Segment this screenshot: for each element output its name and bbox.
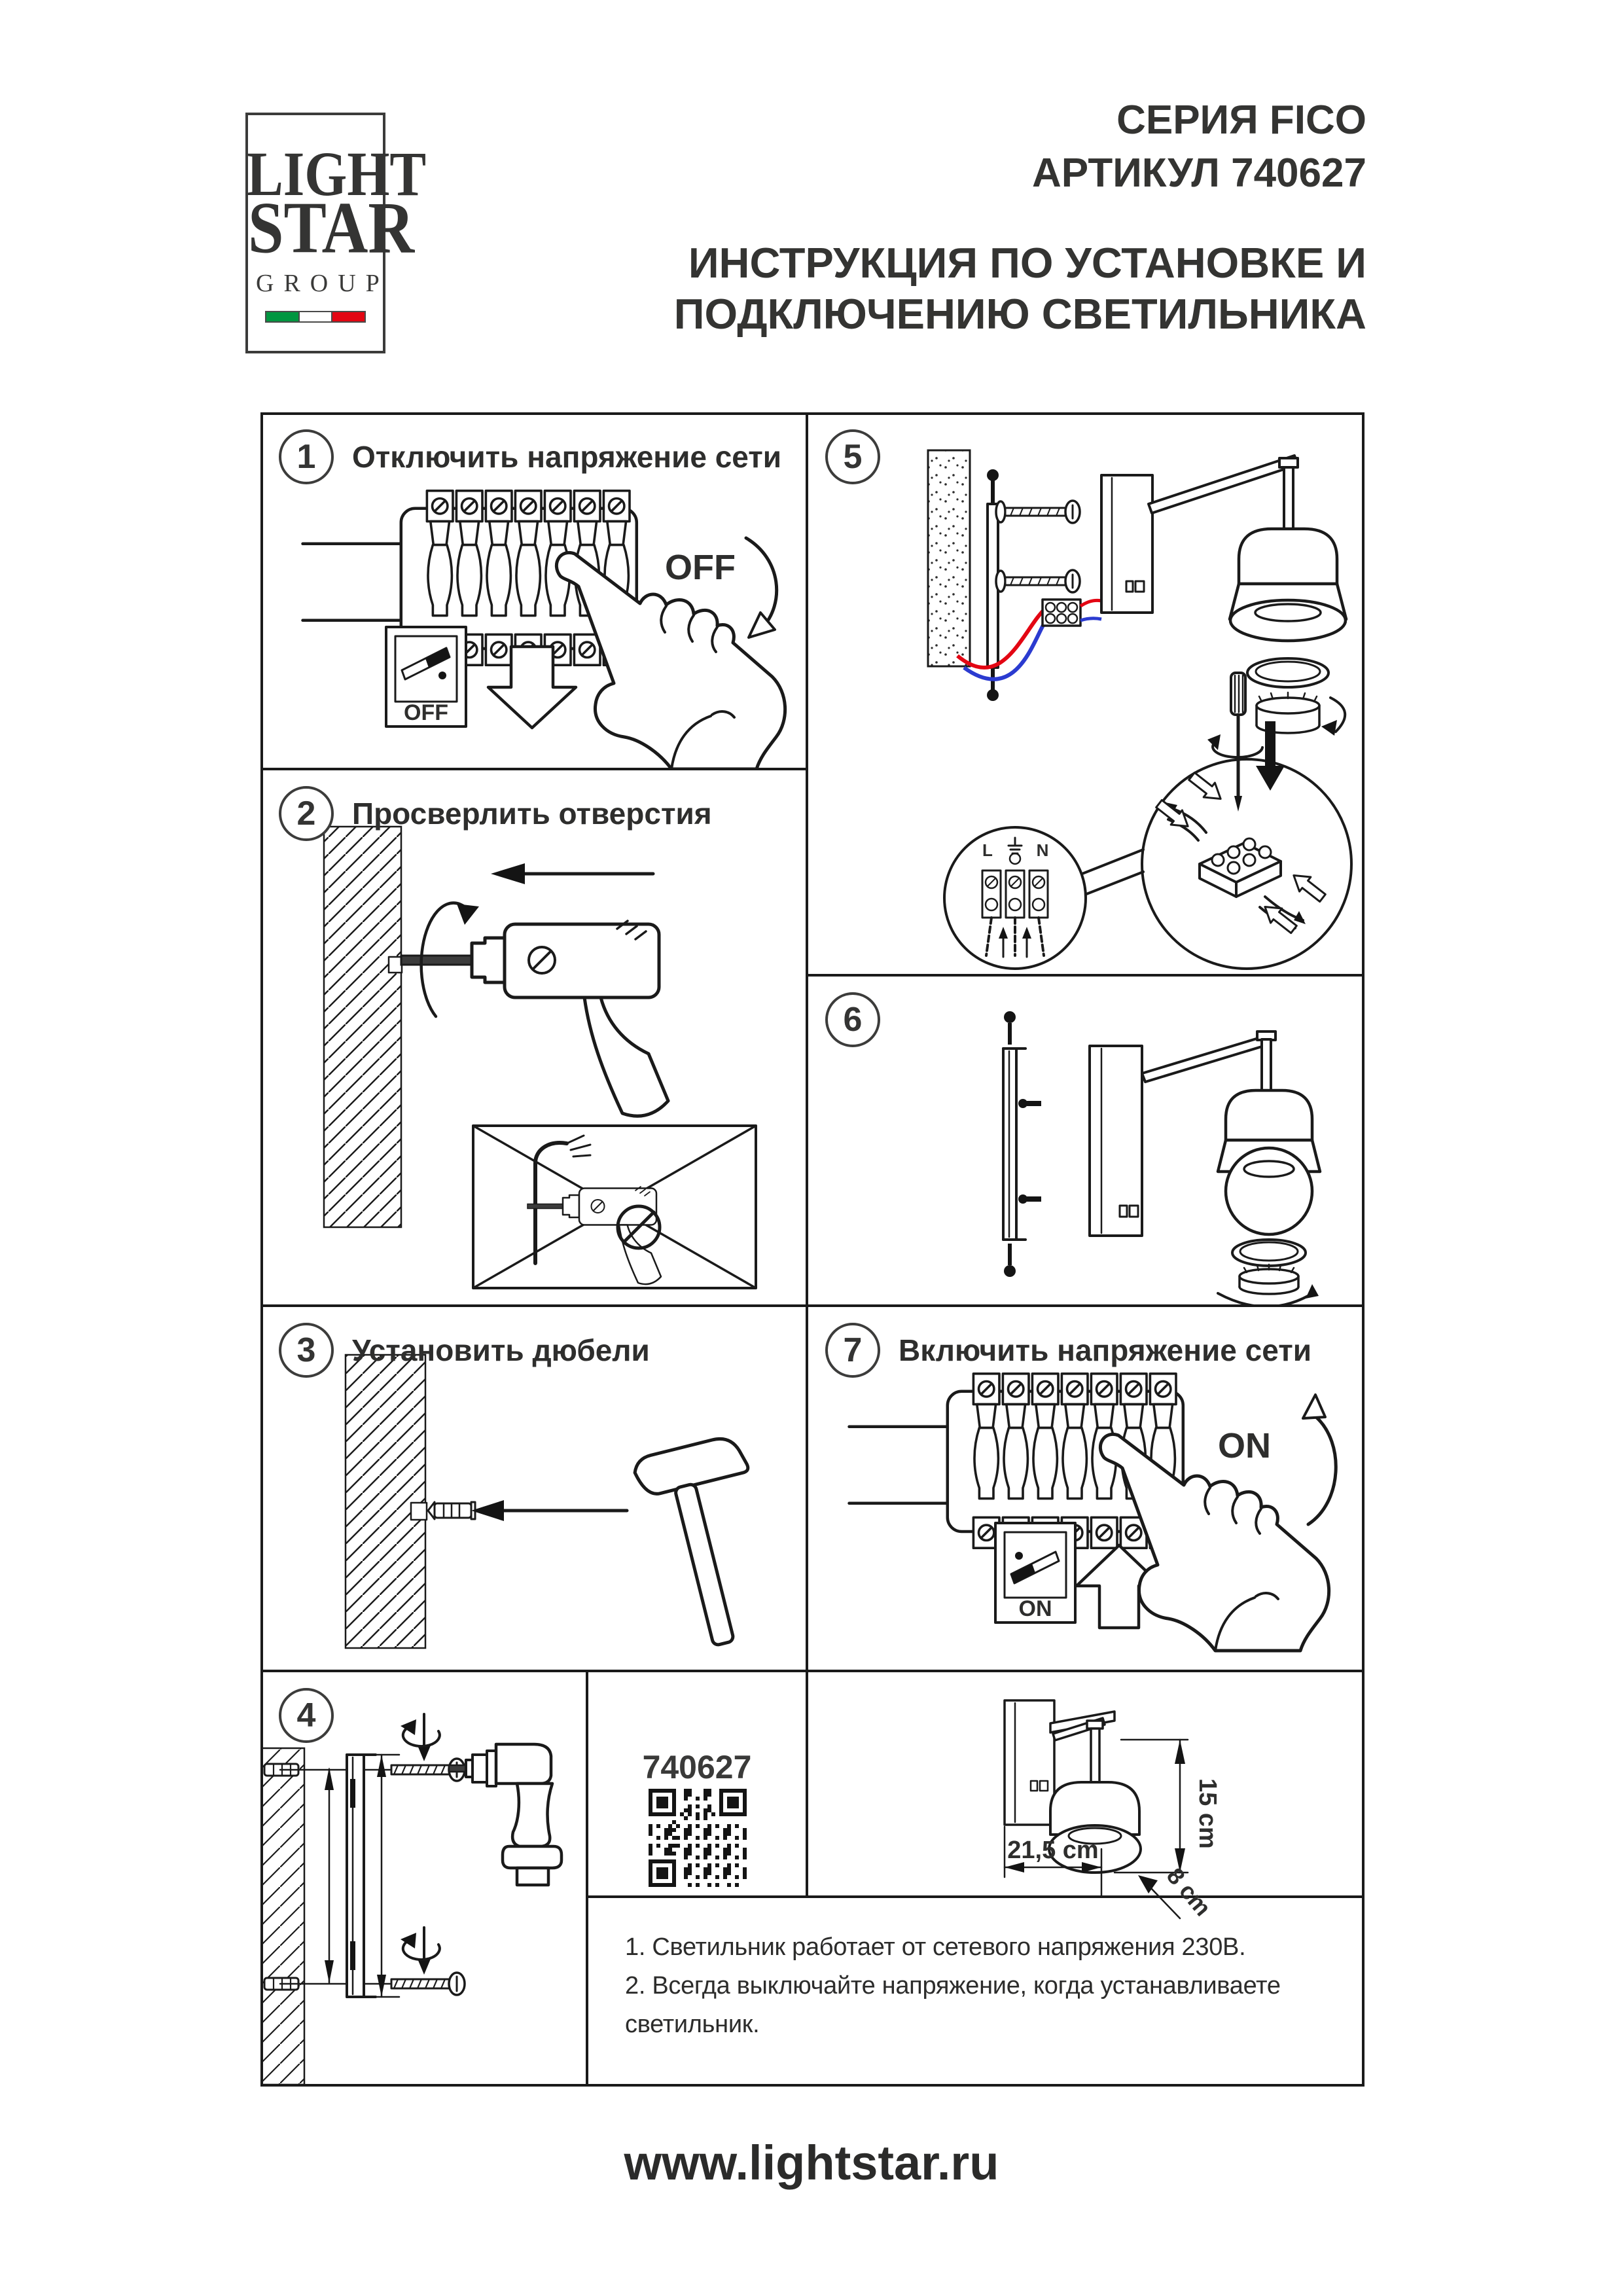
off-inset-label: OFF (404, 700, 448, 725)
mounting-bracket-icon (1003, 1011, 1041, 1277)
step-6-cell (807, 975, 1364, 1306)
wall-plate-icon (1005, 1700, 1054, 1825)
left-arrow-icon (491, 863, 653, 884)
step-5-cell (807, 412, 1364, 975)
step-4-cell (260, 1671, 587, 2087)
rotate-down-arrow-icon (746, 538, 777, 637)
qr-code (649, 1789, 747, 1887)
wall-hatch (346, 1355, 425, 1648)
italian-flag-icon (265, 311, 366, 323)
step-6-number: 6 (825, 992, 880, 1047)
website-link: www.lightstar.ru (624, 2136, 999, 2190)
rotation-arrow-icon (1321, 698, 1345, 736)
rotate-up-arrow-icon (1303, 1395, 1336, 1524)
step-3-title: Установить дюбели (352, 1333, 650, 1367)
article-number: АРТИКУЛ 740627 (1032, 151, 1366, 196)
decor-ring-icon (1232, 1240, 1306, 1266)
lamp-arm-icon (1050, 1712, 1115, 1782)
terminal-n-label: N (1036, 840, 1049, 860)
lamp-arm-icon (1142, 1031, 1275, 1097)
screw-with-washer-icon (996, 501, 1080, 523)
step-2-cell (260, 769, 807, 1306)
notes-cell (587, 1897, 1364, 2087)
step-2-title: Просверлить отверстия (352, 797, 712, 831)
on-inset-label: ON (1018, 1596, 1052, 1621)
step-7-number: 7 (825, 1323, 880, 1378)
inset-bubble-tail (1080, 850, 1143, 895)
instruction-title: ИНСТРУКЦИЯ ПО УСТАНОВКЕ И ПОДКЛЮЧЕНИЮ СВЕТИЛЬНИКА (673, 238, 1366, 338)
series-title: СЕРИЯ FICO (1116, 98, 1366, 143)
note-1: 1. Светильник работает от сетевого напряжения 230В. (625, 1933, 1246, 1961)
mounting-bracket-icon (347, 1755, 376, 1997)
off-label: OFF (665, 548, 736, 587)
depth-label: 8 cm (1161, 1862, 1217, 1922)
red-wire-stub (1080, 600, 1101, 606)
step-1-title: Отключить напряжение сети (352, 440, 782, 474)
electric-screwdriver-icon (449, 1744, 562, 1885)
width-label: 21,5 cm (1007, 1837, 1099, 1864)
left-arrow-icon (471, 1500, 627, 1521)
screw-rotation-icon (401, 1714, 440, 1761)
step-3-number: 3 (279, 1323, 334, 1378)
screw-icon (391, 1973, 465, 1995)
wall-plate-icon (1101, 475, 1152, 613)
lamp-head-icon (1218, 1090, 1320, 1234)
step-7-cell (807, 1306, 1364, 1671)
hammer-icon (632, 1433, 788, 1655)
width-dimension (1005, 1827, 1101, 1897)
logo-word-group: GROUP (256, 269, 389, 297)
dimension-line (325, 1767, 334, 1983)
rocker-switch-on-icon (995, 1523, 1075, 1623)
terminal-l-label: L (982, 840, 993, 860)
wall-plate-icon (1090, 1046, 1142, 1236)
height-label: 15 cm (1194, 1778, 1221, 1849)
no-drill-warning (473, 1126, 756, 1288)
screw-with-washer-icon (996, 570, 1080, 592)
wall-speckled (928, 450, 970, 666)
blue-wire (964, 622, 1045, 679)
step-2-illustration (260, 769, 807, 1306)
qr-article-number: 740627 (642, 1749, 752, 1785)
step-7-title: Включить напряжение сети (899, 1333, 1311, 1367)
lamp-arm-icon (1149, 456, 1298, 529)
step-5-illustration (807, 412, 1364, 975)
drill-icon (401, 921, 668, 1116)
dimensions-cell (807, 1671, 1364, 1922)
logo-word-light: LIGHT (246, 138, 427, 209)
step-6-illustration (807, 975, 1364, 1306)
rocker-switch-off-icon (386, 627, 466, 726)
lamp-head-icon (1230, 529, 1346, 641)
logo-word-star: STAR (248, 188, 415, 270)
dowel-icon (428, 1502, 475, 1519)
step-5-number: 5 (825, 429, 880, 484)
brand-logo (245, 113, 427, 353)
dimension-line (365, 1755, 399, 1997)
document-header (674, 97, 1366, 340)
qr-cell (587, 1671, 807, 1897)
terminal-block-icon (1043, 600, 1080, 626)
dimensions-illustration (807, 1671, 1364, 1922)
wall-hatch (260, 1748, 304, 2085)
blue-wire-stub (1080, 619, 1101, 620)
step-3-cell (260, 1306, 807, 1671)
steps-table (260, 412, 1364, 2087)
decor-ring-icon (1247, 658, 1329, 687)
note-2: 2. Всегда выключайте напряжение, когда устанавливаете светильник. (625, 1971, 1281, 2038)
step-1-number: 1 (279, 429, 334, 484)
step-4-number: 4 (279, 1688, 334, 1743)
led-module-icon (1240, 1265, 1298, 1294)
step-2-number: 2 (279, 786, 334, 841)
on-label: ON (1218, 1426, 1271, 1465)
wall-hatch (324, 827, 401, 1227)
step-1-cell (260, 412, 807, 769)
screw-rotation-icon (401, 1928, 440, 1975)
